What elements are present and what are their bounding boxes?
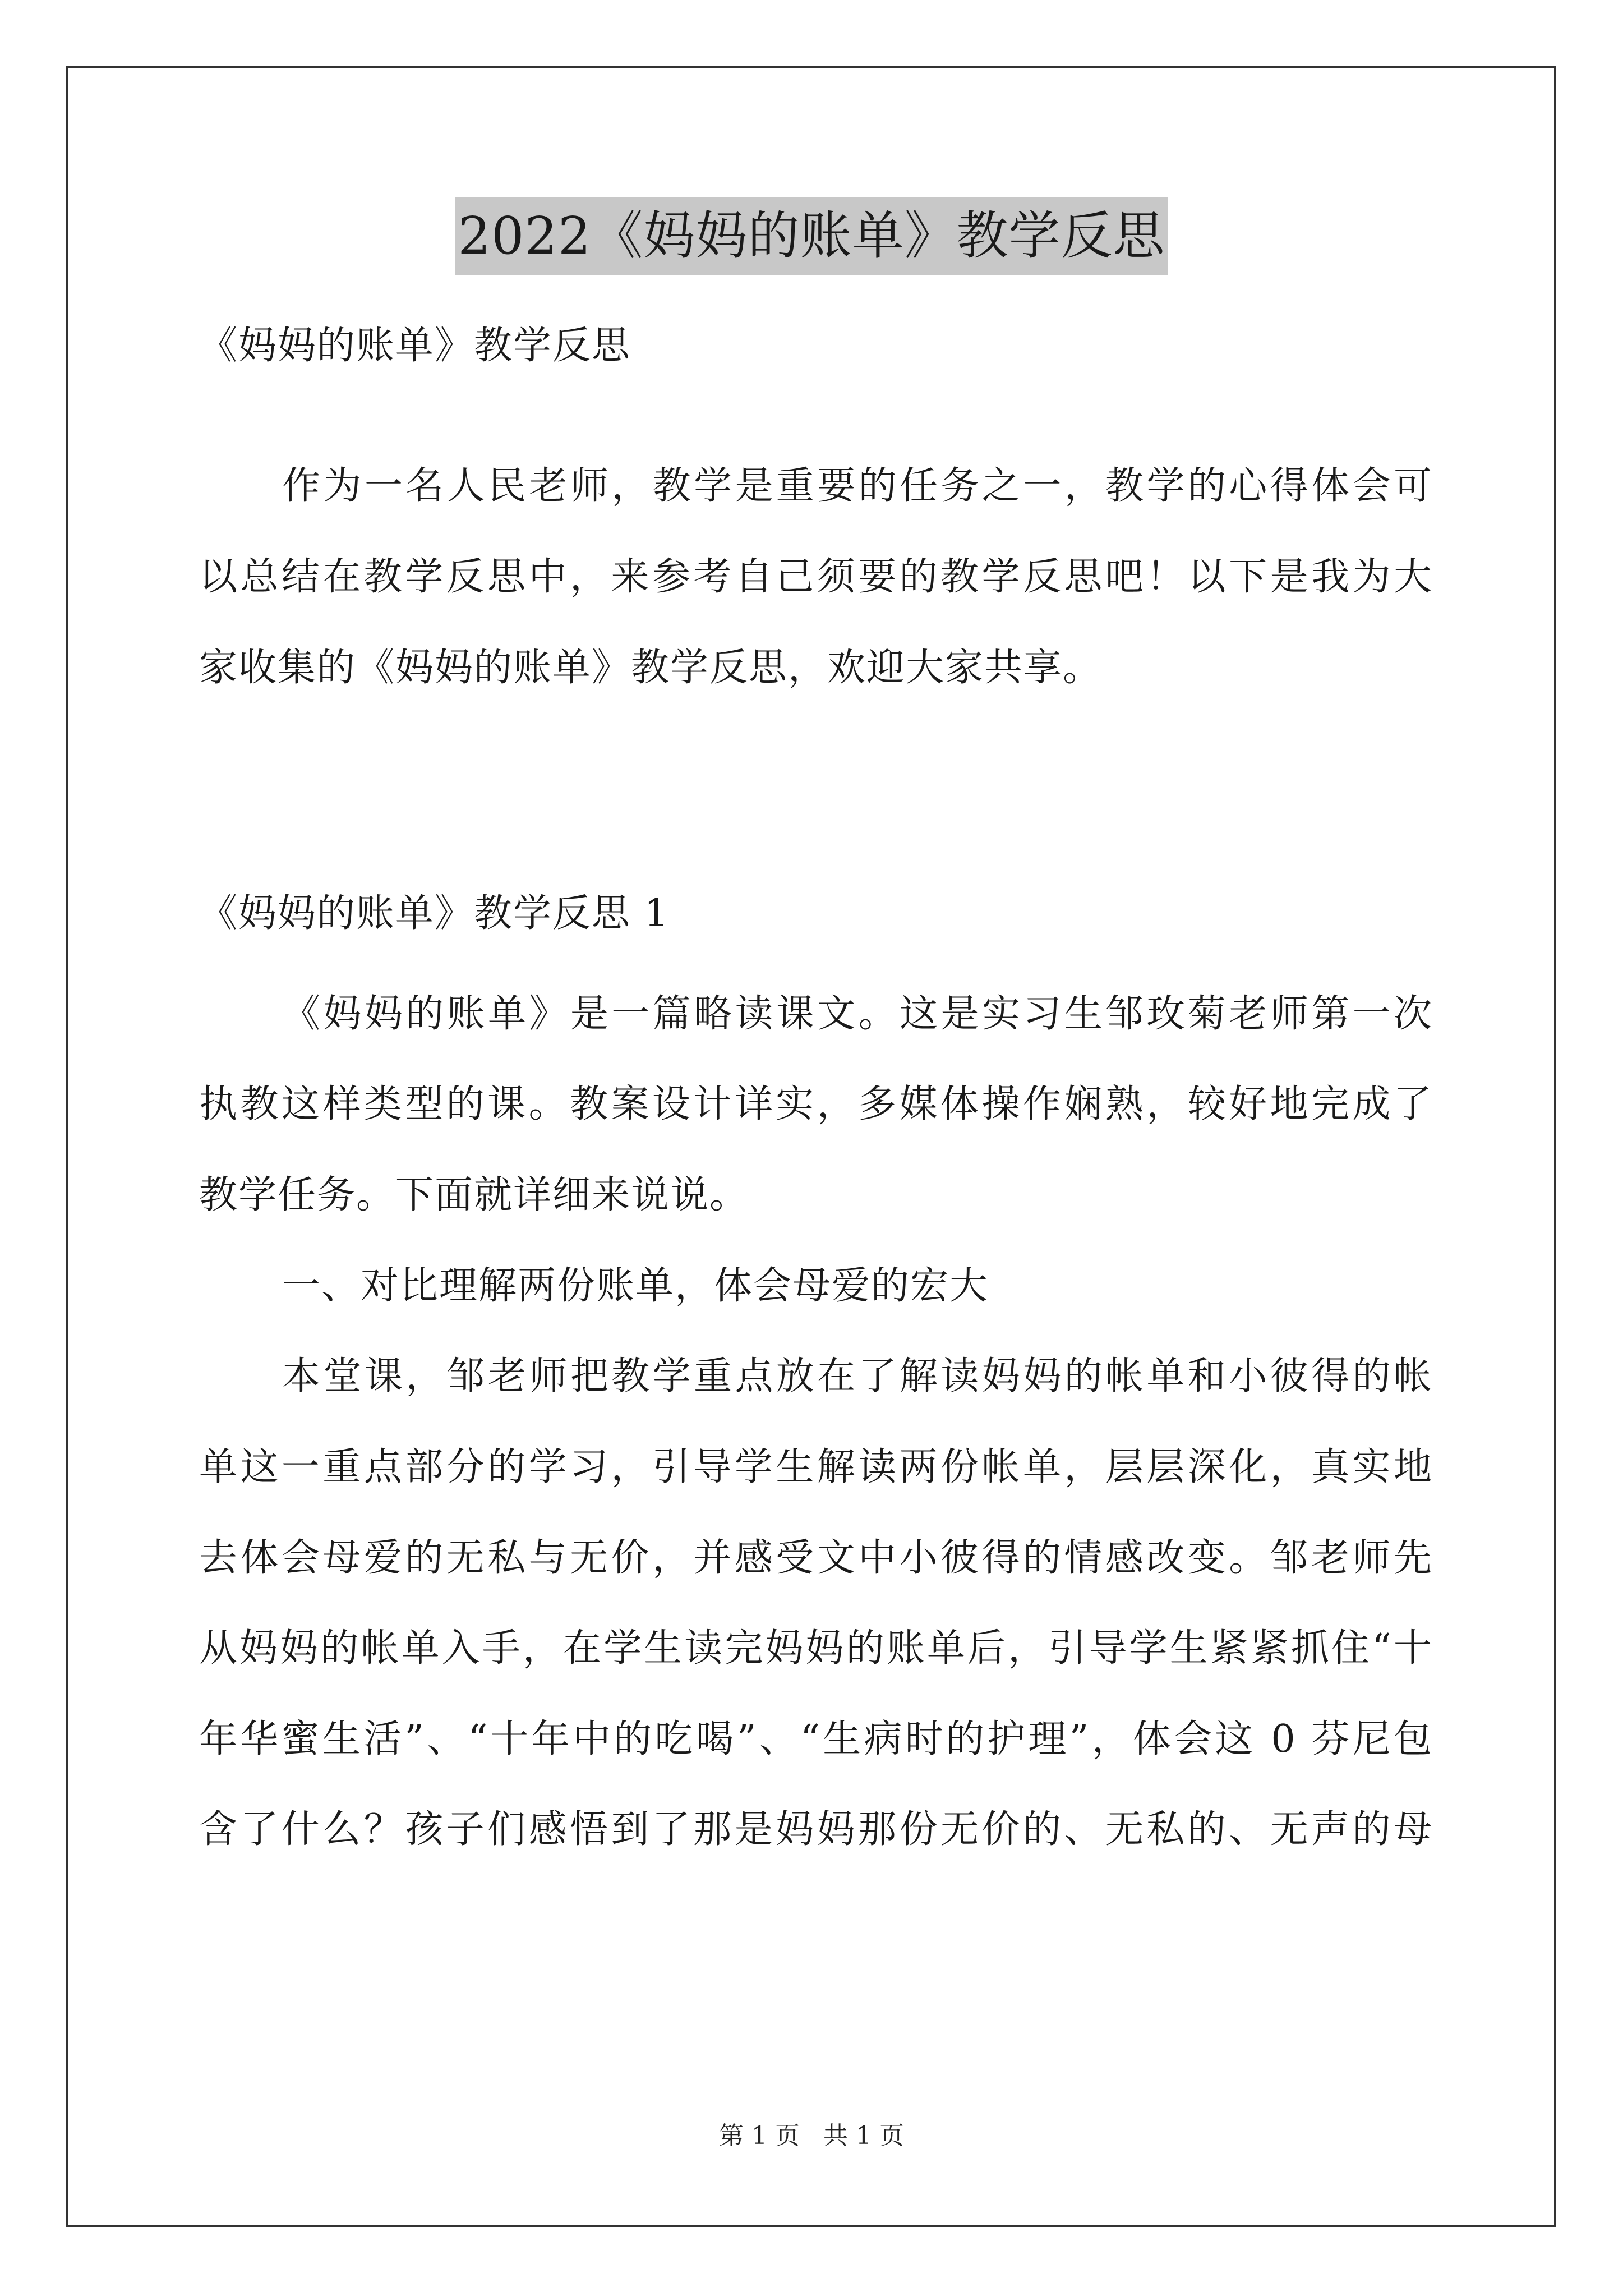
paragraph-line: 教学任务。下面就详细来说说。 (199, 1173, 749, 1217)
paragraph-line: 年华蜜生活”、“十年中的吃喝”、“生病时的护理”，体会这 0 芬尼包 (199, 1717, 1433, 1761)
paragraph-line: 以总结在教学反思中，来参考自己须要的教学反思吧！以下是我为大 (199, 555, 1433, 599)
paragraph-line: 本堂课，邹老师把教学重点放在了解读妈妈的帐单和小彼得的帐 (282, 1354, 1433, 1398)
paragraph-line: 单这一重点部分的学习，引导学生解读两份帐单，层层深化，真实地 (199, 1445, 1433, 1489)
paragraph-line: 从妈妈的帐单入手，在学生读完妈妈的账单后，引导学生紧紧抓住“十 (199, 1626, 1433, 1671)
paragraph-line: 执教这样类型的课。教案设计详实，多媒体操作娴熟，较好地完成了 (199, 1082, 1433, 1126)
page-footer (0, 2120, 1623, 2152)
document-title: 2022《妈妈的账单》教学反思 (455, 197, 1167, 275)
page-border (66, 66, 1556, 2227)
paragraph-line: 《妈妈的账单》是一篇略读课文。这是实习生邹玫菊老师第一次 (282, 992, 1433, 1036)
paragraph-line: 去体会母爱的无私与无价，并感受文中小彼得的情感改变。邹老师先 (199, 1536, 1433, 1580)
paragraph-line: 作为一名人民老师，教学是重要的任务之一，教学的心得体会可 (282, 464, 1433, 508)
page-number: 第 1 页 (719, 2122, 800, 2150)
subsection-heading: 一、对比理解两份账单，体会母爱的宏大 (282, 1264, 989, 1308)
paragraph-line: 家收集的《妈妈的账单》教学反思，欢迎大家共享。 (199, 646, 1103, 690)
total-pages: 共 1 页 (823, 2122, 904, 2150)
paragraph-line: 含了什么？孩子们感悟到了那是妈妈那份无价的、无私的、无声的母 (199, 1807, 1433, 1852)
subtitle-line: 《妈妈的账单》教学反思 (199, 324, 631, 368)
title-container (0, 197, 1623, 275)
section-heading: 《妈妈的账单》教学反思 1 (199, 891, 670, 936)
